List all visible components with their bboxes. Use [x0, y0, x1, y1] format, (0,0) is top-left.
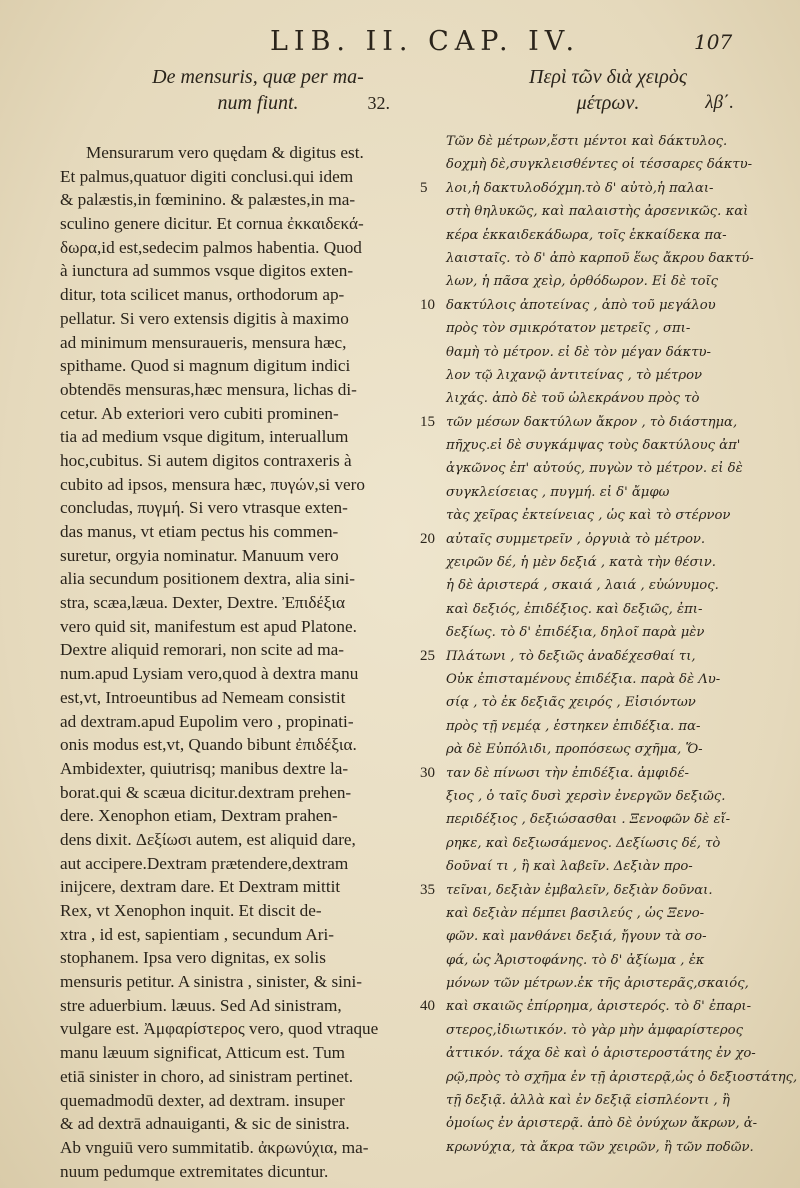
- greek-text-line: [430, 738, 760, 761]
- greek-line-text: καὶ δεξιός, ἐπιδέξιος. καὶ δεξιῶς, ἐπι-: [446, 601, 703, 617]
- greek-line-text: ξιος , ὁ ταῖς δυσὶ χερσὶν ἐνεργῶν δεξιῶς.: [446, 788, 726, 804]
- greek-text-line: [430, 902, 760, 925]
- greek-line-text: ρηκε, καὶ δεξιωσάμενος. Δεξίωσις δέ, τὸ: [446, 835, 721, 851]
- greek-text-line: [430, 130, 760, 153]
- line-number: 30: [420, 764, 435, 781]
- greek-text-line: [430, 270, 760, 293]
- latin-text-line: δωρα,id est,sedecim palmos habentia. Quod: [60, 237, 362, 257]
- greek-line-text: δεξίως. τὸ δ' ἐπιδέξια, δηλοῖ παρὰ μὲν: [446, 625, 705, 641]
- greek-text-line: [420, 294, 760, 317]
- latin-text-line: vulgare est. Ἀμφαρίστερος vero, quod vtraque: [60, 1019, 379, 1039]
- greek-line-text: χειρῶν δέ, ἡ μὲν δεξιά , κατὰ τὴν θέσιν.: [446, 555, 716, 571]
- latin-text-line: stra, scæa,læua. Dexter, Dextre. Ἐπιδέξια: [60, 593, 345, 613]
- greek-line-text: φῶν. καὶ μανθάνει δεξιά, ἤγουν τὰ σο-: [446, 929, 707, 945]
- line-number: 5: [420, 179, 428, 196]
- greek-line-text: λον τῷ λιχανῷ ἀντιτείνας , τὸ μέτρον: [446, 367, 703, 383]
- greek-line-text: καὶ δεξιὰν πέμπει βασιλεύς , ὡς Ξενο-: [446, 905, 705, 921]
- latin-section-number: 32.: [367, 93, 390, 113]
- greek-line-text: δοχμὴ δὲ,συγκλεισθέντες οἱ τέσσαρες δάκτυ-: [446, 157, 753, 173]
- greek-text-line: [430, 1089, 760, 1112]
- latin-text-line: & ad dextrā adnauiganti, & sic de sinistra.: [60, 1114, 350, 1134]
- latin-text-line: xtra , id est, sapientiam , secundum Ari-: [60, 924, 334, 944]
- greek-line-text: λων, ἡ πᾶσα χεὶρ, ὀρθόδωρον. Εἰ δὲ τοῖς: [446, 274, 718, 290]
- greek-line-text: στὴ θηλυκῶς, καὶ παλαιστὴς ἀρσενικῶς. καὶ: [446, 204, 749, 220]
- line-number: 40: [420, 998, 435, 1015]
- latin-text-line: num.apud Lysiam vero,quod à dextra manu: [60, 664, 359, 684]
- latin-text-line: stophanem. Ipsa vero dignitas, ex solis: [60, 948, 326, 968]
- greek-text-line: [420, 879, 760, 902]
- latin-text-line: pellatur. Si vero extensis digitis à maximo: [60, 308, 349, 328]
- greek-text-line: [430, 715, 760, 738]
- greek-text-line: [420, 645, 760, 668]
- latin-text-line: spithame. Quod si magnum digitum indici: [60, 356, 351, 376]
- greek-text-line: [430, 200, 760, 223]
- latin-text-line: Rex, vt Xenophon inquit. Et discit de-: [60, 901, 322, 920]
- line-number: 10: [420, 296, 435, 313]
- greek-section-number: λβ΄.: [705, 92, 734, 113]
- latin-text-line: vero quid sit, manifestum est apud Platone.: [60, 616, 357, 636]
- latin-text-line: ditur, tota scilicet manus, orthodorum ap-: [60, 285, 345, 305]
- greek-line-text: ἀγκῶνος ἐπ' αὐτούς, πυγὼν τὸ μέτρον. εἰ δὲ: [446, 461, 743, 477]
- greek-text-line: [430, 808, 760, 831]
- latin-text-column: [60, 141, 416, 1183]
- greek-line-text: ρὰ δὲ Εὐπόλιδι, προπόσεως σχῆμα, Ὅ-: [446, 742, 703, 758]
- greek-line-text: δοῦναί τι , ἢ καὶ λαβεῖν. Δεξιὰν προ-: [446, 859, 693, 875]
- latin-text-line: Ambidexter, quiutrisq; manibus dextre la-: [60, 758, 349, 778]
- latin-text-line: suretur, orgyia nominatur. Manuum vero: [60, 545, 339, 565]
- latin-text-line: das manus, vt etiam pectus his commen-: [60, 522, 339, 541]
- greek-text-line: [430, 949, 760, 972]
- greek-text-line: [430, 224, 760, 247]
- greek-line-text: τὰς χεῖρας ἐκτείνειας , ὡς καὶ τὸ στέρνον: [446, 508, 731, 524]
- latin-text-line: dere. Xenophon etiam, Dextram prahen-: [60, 806, 338, 826]
- greek-text-line: [420, 995, 760, 1018]
- greek-line-text: πρὸς τῇ νεμέᾳ , ἑστηκεν ἐπιδέξια. πα-: [446, 718, 701, 734]
- greek-line-text: θαμὴ τὸ μέτρον. εἰ δὲ τὸν μέγαν δάκτυ-: [446, 344, 711, 360]
- latin-heading-line: De mensuris, quæ per ma-: [152, 66, 364, 88]
- greek-text-line: [430, 1066, 798, 1089]
- greek-line-text: ταν δὲ πίνωσι τὴν ἐπιδέξια. ἀμφιδέ-: [446, 765, 690, 781]
- running-head: [0, 26, 800, 60]
- greek-heading-line: μέτρων.: [576, 92, 640, 114]
- greek-line-text: καὶ σκαιῶς ἐπίρρημα, ἀριστερός. τὸ δ' ἐπαρι-: [446, 999, 752, 1015]
- greek-line-text: κέρα ἑκκαιδεκάδωρα, τοῖς ἑκκαίδεκα πα-: [446, 227, 727, 243]
- latin-text-line: alia secundum positionem dextra, alia sini-: [60, 569, 355, 589]
- greek-text-line: [430, 434, 760, 457]
- latin-text-line: concludas, πυγμή. Si vero vtrasque exten-: [60, 498, 348, 518]
- greek-line-text: ὁμοίως ἐν ἀριστερᾷ. ἀπὸ δὲ ὀνύχων ἄκρων, ἀ-: [446, 1116, 758, 1132]
- greek-text-line: [430, 551, 760, 574]
- greek-text-line: [430, 668, 760, 691]
- greek-line-text: ἀττικόν. τάχα δὲ καὶ ὁ ἀριστεροστάτης ἐν χο-: [446, 1046, 756, 1062]
- greek-text-line: [430, 598, 760, 621]
- line-number: 25: [420, 647, 435, 664]
- latin-text-line: Dextre aliquid remorari, non scite ad ma-: [60, 640, 344, 660]
- greek-line-text: Πλάτωνι , τὸ δεξιῶς ἀναδέχεσθαί τι,: [446, 648, 696, 664]
- greek-line-text: πῆχυς.εἰ δὲ συγκάμψας τοὺς δακτύλους ἀπ': [446, 438, 741, 454]
- greek-line-text: πρὸς τὸν σμικρότατον μετρεῖς , σπι-: [446, 321, 691, 337]
- greek-text-line: [420, 528, 760, 551]
- greek-text-line: [430, 1042, 760, 1065]
- greek-line-text: φά, ὡς Ἀριστοφάνης. τὸ δ' ἀξίωμα , ἐκ: [446, 952, 705, 968]
- greek-line-text: στερος,ἰδιωτικόν. τὸ γὰρ μὴν ἀμφαρίστερος: [446, 1022, 743, 1038]
- latin-text-line: nuum pedumque extremitates dicuntur.: [60, 1161, 329, 1181]
- latin-text-line: est,vt, Introeuntibus ad Nemeam consistit: [60, 687, 346, 707]
- running-title: LIB. II. CAP. IV.: [270, 26, 581, 57]
- greek-heading-line: Περὶ τῶν διὰ χειρὸς: [529, 66, 687, 88]
- latin-text-line: borat.qui & scæua dicitur.dextram prehen-: [60, 782, 352, 802]
- greek-text-line: [420, 177, 760, 200]
- line-number: 35: [420, 881, 435, 898]
- latin-heading-line: num fiunt.: [217, 92, 299, 114]
- latin-text-line: hoc,cubitus. Si autem digitos contraxeris à: [60, 450, 352, 470]
- greek-chapter-heading: [468, 64, 748, 116]
- greek-line-text: ἡ δὲ ἀριστερά , σκαιά , λαιά , εὐώνυμος.: [446, 578, 719, 594]
- greek-text-line: [430, 153, 760, 176]
- latin-text-line: onis modus est,vt, Quando bibunt ἐπιδέξια.: [60, 735, 357, 755]
- greek-text-line: [430, 317, 760, 340]
- greek-text-line: [430, 481, 760, 504]
- greek-text-line: [430, 504, 760, 527]
- latin-text-line: stre aduerbium. læuus. Sed Ad sinistram,: [60, 995, 342, 1015]
- greek-line-text: Τῶν δὲ μέτρων,ἔστι μέντοι καὶ δάκτυλος.: [446, 134, 728, 149]
- greek-text-line: [430, 1019, 760, 1042]
- greek-line-text: περιδέξιος , δεξιώσασθαι . Ξενοφῶν δὲ εἴ-: [446, 812, 731, 828]
- latin-text-line: dens dixit. Δεξίωσι autem, est aliquid dare,: [60, 829, 356, 849]
- greek-line-text: αὐταῖς συμμετρεῖν , ὀργυιὰ τὸ μέτρον.: [446, 531, 706, 547]
- greek-line-text: ρῷ,πρὸς τὸ σχῆμα ἐν τῇ ἀριστερᾷ,ὡς ὁ δεξιοστάτης,: [446, 1069, 798, 1085]
- latin-text-line: obtendēs mensuras,hæc mensura, lichas di-: [60, 379, 357, 399]
- latin-text-line: inijcere, dextram dare. Et Dextram mittit: [60, 877, 341, 897]
- latin-text-line: Ab vnguiū vero summitatib. ἀκρωνύχια, ma-: [60, 1137, 369, 1157]
- latin-text-line: etiā sinister in choro, ad sinistram pertinet.: [60, 1066, 354, 1086]
- latin-text-line: Mensurarum vero quędam & digitus est.: [86, 143, 364, 162]
- greek-text-line: [430, 855, 760, 878]
- latin-chapter-heading: [118, 64, 398, 116]
- greek-line-text: τῶν μέσων δακτύλων ἄκρον , τὸ διάστημα,: [446, 414, 738, 430]
- latin-text-line: Et palmus,quatuor digiti conclusi.qui idem: [60, 166, 354, 186]
- greek-line-text: σίᾳ , τὸ ἐκ δεξιᾶς χειρός , Εἰσιόντων: [446, 695, 696, 711]
- greek-line-text: τεῖναι, δεξιὰν ἐμβαλεῖν, δεξιὰν δοῦναι.: [446, 882, 713, 898]
- greek-line-text: κρωνύχια, τὰ ἄκρα τῶν χειρῶν, ἢ τῶν ποδῶν.: [446, 1139, 754, 1155]
- greek-text-line: [430, 1136, 760, 1159]
- greek-line-text: μόνων τῶν μέτρων.ἐκ τῆς ἀριστερᾶς,σκαιός,: [446, 976, 749, 992]
- latin-text-line: à iunctura ad summos vsque digitos exten-: [60, 261, 354, 281]
- greek-line-text: δακτύλοις ἀποτείνας , ἀπὸ τοῦ μεγάλου: [446, 297, 716, 313]
- latin-text-line: ad dextram.apud Eupolim vero , propinati-: [60, 711, 354, 731]
- line-number: 15: [420, 413, 435, 430]
- greek-text-line: [430, 457, 760, 480]
- greek-text-column: [420, 130, 798, 1159]
- latin-text-line: & palæstis,in fœminino. & palæstes,in ma-: [60, 190, 356, 210]
- greek-text-line: [430, 1112, 760, 1135]
- latin-text-line: quemadmodū dexter, ad dextram. insuper: [60, 1090, 345, 1110]
- line-number: 20: [420, 530, 435, 547]
- latin-text-line: ad minimum mensuraueris, mensura hæc,: [60, 332, 347, 352]
- greek-line-text: λιχάς. ἀπὸ δὲ τοῦ ὠλεκράνου πρὸς τὸ: [446, 391, 700, 407]
- greek-text-line: [420, 762, 760, 785]
- greek-text-line: [430, 387, 760, 410]
- latin-text-line: aut accipere.Dextram prætendere,dextram: [60, 853, 349, 873]
- latin-text-line: cubito ad ipsos, mensura hæc, πυγών,si vero: [60, 474, 365, 494]
- greek-text-line: [430, 574, 760, 597]
- latin-text-line: tia ad medium vsque digitum, interuallum: [60, 427, 349, 447]
- greek-line-text: τῇ δεξιᾷ. ἀλλὰ καὶ ἐν δεξιᾷ εἰσπλέοντι , ἢ: [446, 1093, 730, 1109]
- latin-text-line: cetur. Ab exteriori vero cubiti prominen-: [60, 403, 339, 423]
- page-number: 107: [694, 30, 733, 54]
- greek-text-line: [430, 972, 760, 995]
- greek-text-line: [430, 691, 760, 714]
- greek-text-line: [430, 247, 760, 270]
- latin-text-line: mensuris petitur. A sinistra , sinister, & sini-: [60, 972, 362, 992]
- greek-text-line: [430, 925, 760, 948]
- greek-line-text: λοι,ἡ δακτυλοδόχμη.τὸ δ' αὐτὸ,ἡ παλαι-: [446, 180, 714, 196]
- greek-text-line: [430, 341, 760, 364]
- latin-text-line: manu læuum significat, Atticum est. Tum: [60, 1043, 346, 1063]
- greek-text-line: [420, 411, 760, 434]
- greek-text-line: [430, 621, 760, 644]
- greek-line-text: Οὐκ ἐπισταμένους ἐπιδέξια. παρὰ δὲ Λυ-: [446, 671, 721, 687]
- greek-line-text: λαισταῖς. τὸ δ' ἀπὸ καρποῦ ἕως ἄκρου δακτύ-: [446, 250, 754, 266]
- latin-text-line: sculino genere dicitur. Et cornua ἐκκαιδεκά-: [60, 214, 364, 234]
- greek-text-line: [430, 832, 760, 855]
- greek-line-text: συγκλείσειας , πυγμή. εἰ δ' ἄμφω: [446, 484, 670, 500]
- greek-text-line: [430, 785, 760, 808]
- greek-text-line: [430, 364, 760, 387]
